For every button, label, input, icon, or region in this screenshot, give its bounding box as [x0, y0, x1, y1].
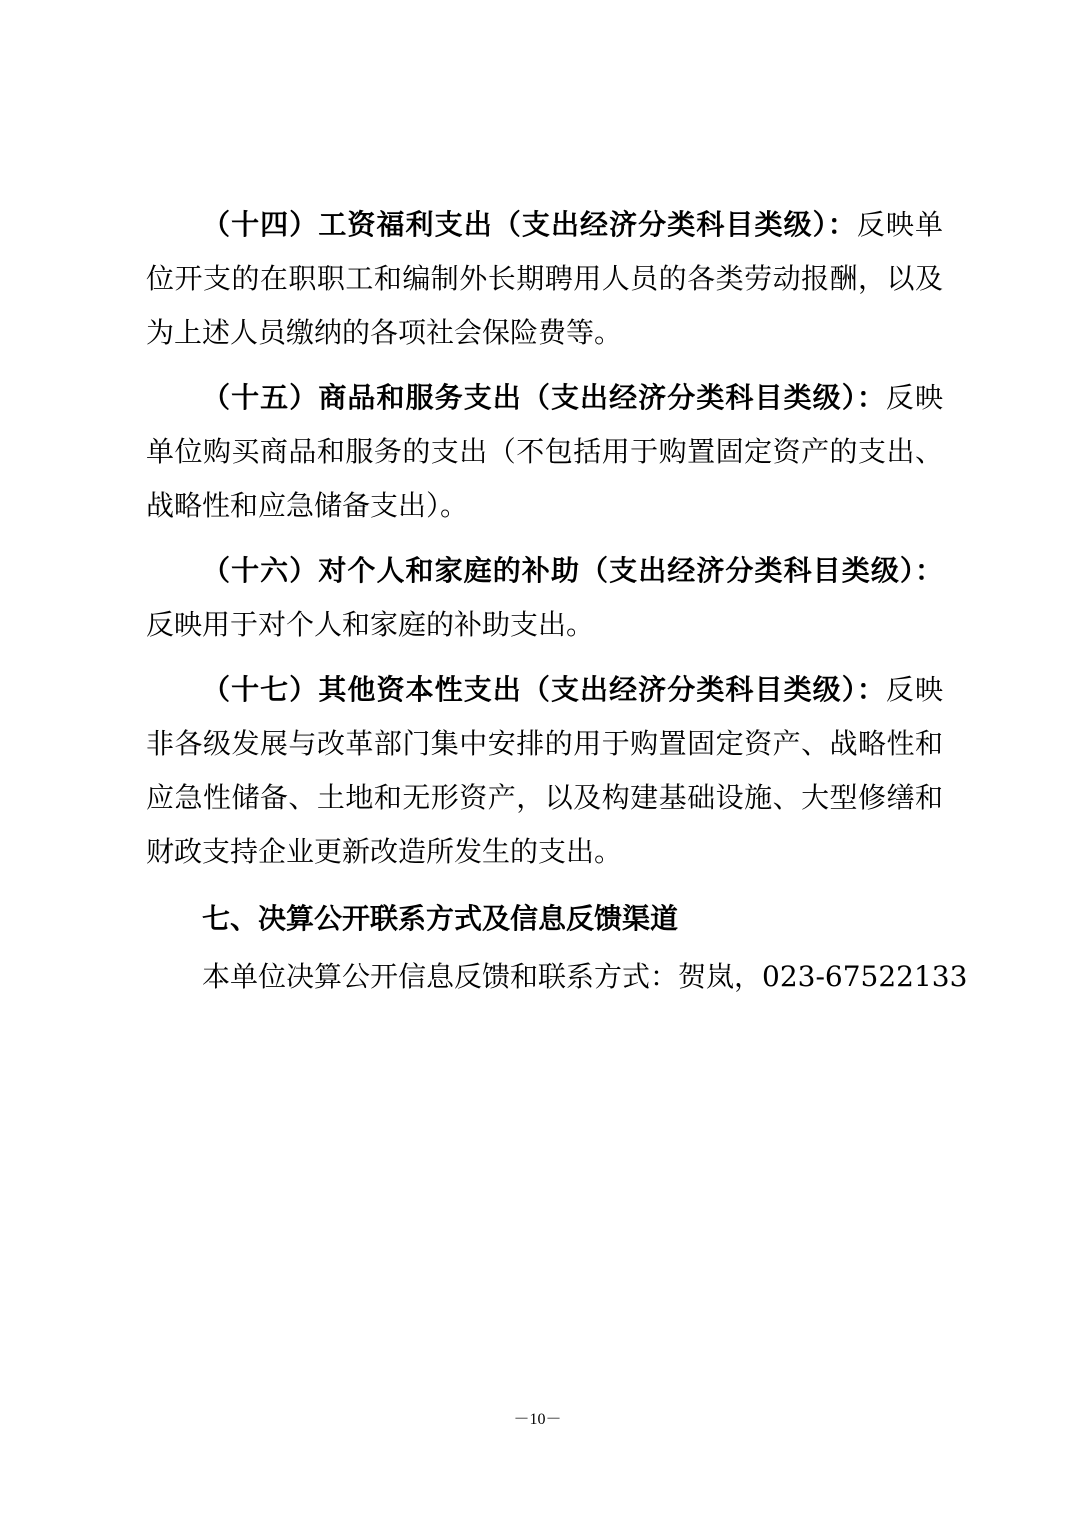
contact-info: 本单位决算公开信息反馈和联系方式：贺岚，023-67522133 — [202, 960, 968, 993]
definition-text: 反映非各级发展与改革部门集中安排的用于购置固定资产、战略性和应急性储备、土地和无形资产，以及构建基础设施、大型修缮和财政支持企业更新改造所发生的支出。 — [146, 673, 943, 868]
definition-item-15 — [146, 371, 943, 533]
page-content — [146, 198, 968, 1006]
definition-text: 反映单位开支的在职职工和编制外长期聘用人员的各类劳动报酬，以及为上述人员缴纳的各项社会保险费等。 — [146, 208, 943, 349]
definition-text: 反映单位购买商品和服务的支出（不包括用于购置固定资产的支出、战略性和应急储备支出）。 — [146, 381, 943, 522]
definition-item-14 — [146, 198, 943, 360]
definition-term: （十七）其他资本性支出（支出经济分类科目类级）： — [202, 673, 886, 706]
definition-item-16 — [146, 544, 943, 652]
definition-term: （十四）工资福利支出（支出经济分类科目类级）： — [202, 208, 857, 241]
definition-item-17 — [146, 663, 943, 879]
definition-term: （十六）对个人和家庭的补助（支出经济分类科目类级）： — [202, 554, 943, 587]
page-number: －10－ — [513, 1411, 562, 1428]
definition-term: （十五）商品和服务支出（支出经济分类科目类级）： — [202, 381, 886, 414]
definition-text: 反映用于对个人和家庭的补助支出。 — [146, 608, 595, 641]
section-heading: 七、决算公开联系方式及信息反馈渠道 — [202, 902, 679, 935]
